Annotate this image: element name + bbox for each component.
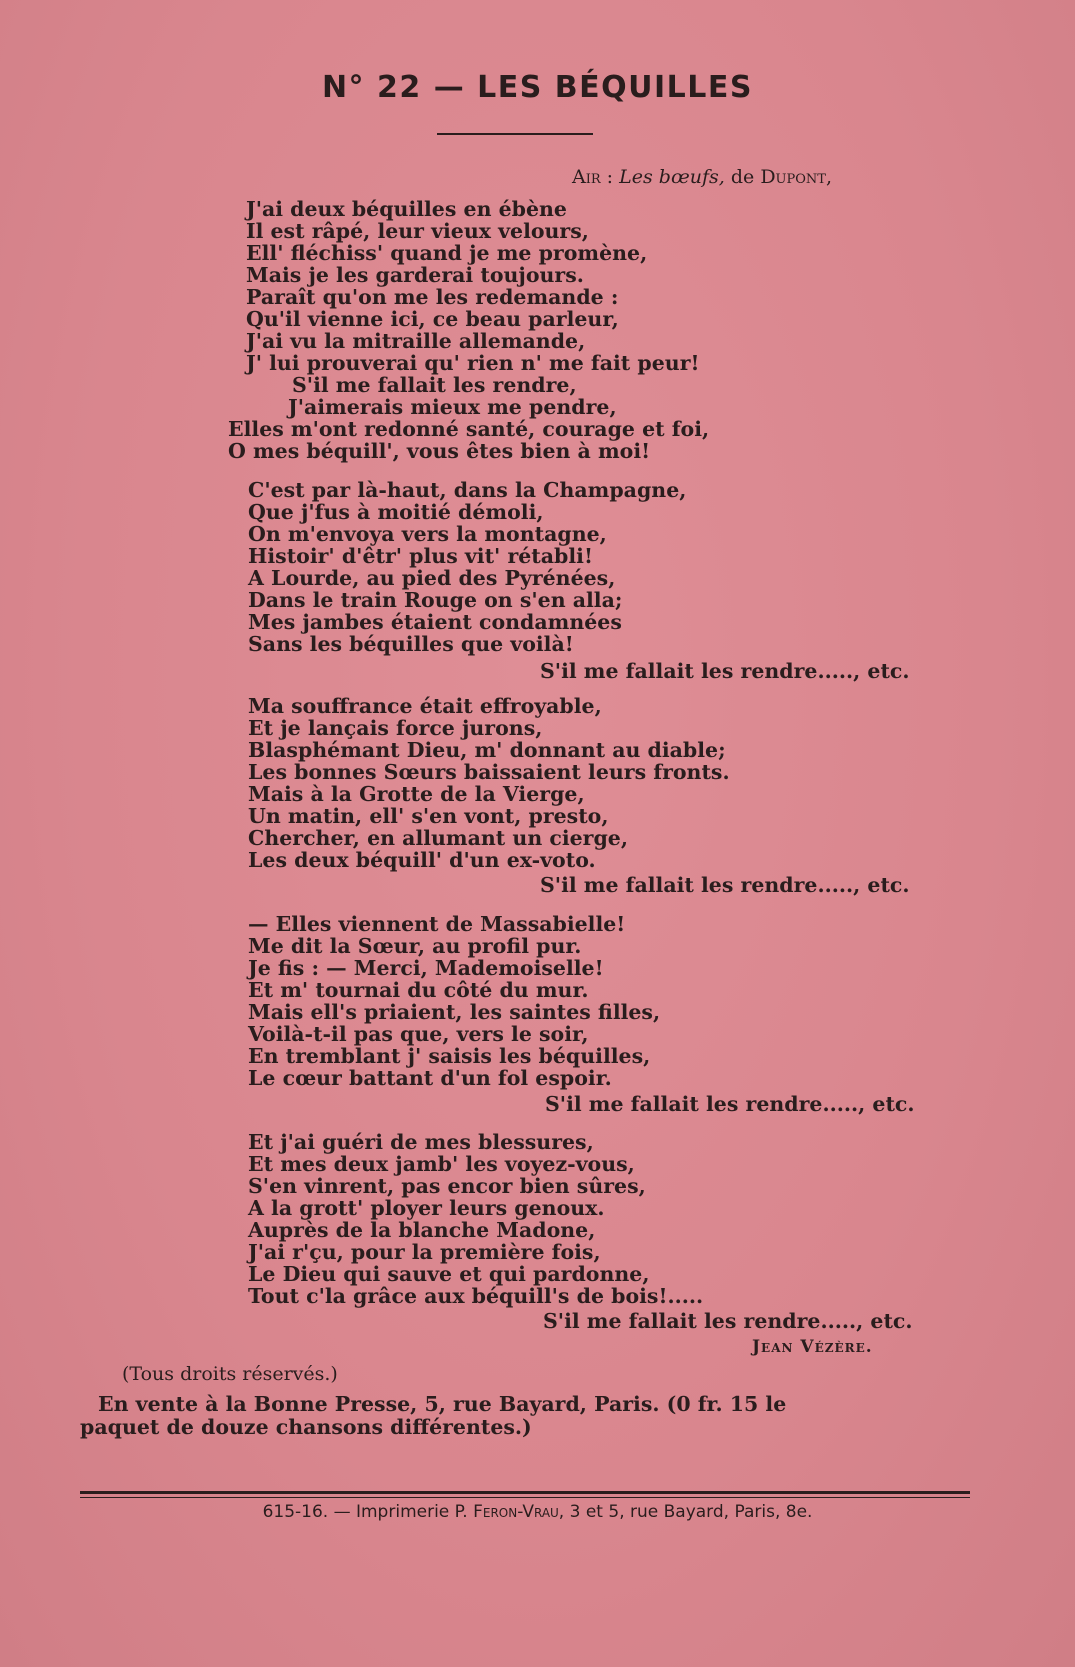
stanza-5 bbox=[248, 1131, 703, 1307]
composer-name: Dupont, bbox=[760, 166, 833, 188]
verse-line: Les deux béquill' d'un ex-voto. bbox=[248, 848, 596, 872]
stanza-4 bbox=[248, 913, 660, 1089]
verse-line: Me dit la Sœur, au profil pur. bbox=[248, 934, 582, 958]
verse-line: Le Dieu qui sauve et qui pardonne, bbox=[248, 1262, 650, 1286]
verse-line: Que j'fus à moitié démoli, bbox=[248, 500, 544, 524]
verse-line: S'en vinrent, pas encor bien sûres, bbox=[248, 1174, 646, 1198]
refrain-reference-1: S'il me fallait les rendre....., etc. bbox=[540, 659, 910, 683]
verse-line: Ell' fléchiss' quand je me promène, bbox=[246, 241, 648, 265]
verse-line: Ma souffrance était effroyable, bbox=[248, 694, 602, 718]
printer-name: Feron-Vrau, bbox=[473, 1502, 565, 1522]
verse-line: Et mes deux jamb' les voyez-vous, bbox=[248, 1152, 635, 1176]
stanza-1 bbox=[246, 198, 700, 374]
verse-line: Un matin, ell' s'en vont, presto, bbox=[248, 804, 609, 828]
refrain-reference-2: S'il me fallait les rendre....., etc. bbox=[540, 873, 910, 897]
verse-line: Le cœur battant d'un fol espoir. bbox=[248, 1066, 612, 1090]
verse-line: A la grott' ployer leurs genoux. bbox=[248, 1196, 605, 1220]
footer-divider-thin bbox=[80, 1497, 970, 1498]
tune-name: Les bœufs, bbox=[619, 166, 725, 188]
verse-line: Voilà-t-il pas que, vers le soir, bbox=[248, 1022, 589, 1046]
verse-line: En tremblant j' saisis les béquilles, bbox=[248, 1044, 651, 1068]
verse-line: Blasphémant Dieu, m' donnant au diable; bbox=[248, 738, 726, 762]
refrain bbox=[228, 374, 709, 462]
verse-line: Mais ell's priaient, les saintes filles, bbox=[248, 1000, 661, 1024]
verse-line: Les bonnes Sœurs baissaient leurs fronts. bbox=[248, 760, 730, 784]
refrain-reference-4: S'il me fallait les rendre....., etc. bbox=[543, 1309, 913, 1333]
imprint-prefix: 615-16. — Imprimerie P. bbox=[262, 1502, 468, 1522]
sale-line: En vente à la Bonne Presse, 5, rue Bayard, Paris. (0 fr. 15 le bbox=[98, 1392, 787, 1416]
verse-line: Et j'ai guéri de mes blessures, bbox=[248, 1130, 594, 1154]
air-label: Air : bbox=[572, 166, 614, 188]
verse-line: Sans les béquilles que voilà! bbox=[248, 632, 574, 656]
verse-line: Il est râpé, leur vieux velours, bbox=[246, 219, 589, 243]
refrain-line: O mes béquill', vous êtes bien à moi! bbox=[228, 439, 651, 463]
verse-line: J'ai r'çu, pour la première fois, bbox=[248, 1240, 601, 1264]
verse-line: J'ai vu la mitraille allemande, bbox=[246, 329, 586, 353]
verse-line: C'est par là-haut, dans la Champagne, bbox=[248, 478, 687, 502]
sale-line: paquet de douze chansons différentes.) bbox=[80, 1415, 532, 1439]
refrain-line: J'aimerais mieux me pendre, bbox=[288, 395, 617, 419]
verse-line: Qu'il vienne ici, ce beau parleur, bbox=[246, 307, 619, 331]
author-signature: Jean Vézère. bbox=[752, 1337, 873, 1357]
sale-notice bbox=[80, 1392, 968, 1439]
verse-line: J'ai deux béquilles en ébène bbox=[246, 197, 567, 221]
air-of: de bbox=[730, 166, 755, 188]
verse-line: Paraît qu'on me les redemande : bbox=[246, 285, 619, 309]
printer-imprint bbox=[0, 1502, 1075, 1522]
rights-notice: (Tous droits réservés.) bbox=[122, 1363, 338, 1385]
refrain-line: Elles m'ont redonné santé, courage et foi, bbox=[228, 417, 710, 441]
verse-line: Mais à la Grotte de la Vierge, bbox=[248, 782, 585, 806]
verse-line: Tout c'la grâce aux béquill's de bois!..... bbox=[248, 1284, 704, 1308]
tune-indication bbox=[572, 166, 832, 188]
verse-line: Dans le train Rouge on s'en alla; bbox=[248, 588, 623, 612]
verse-line: Et je lançais force jurons, bbox=[248, 716, 543, 740]
stanza-3 bbox=[248, 695, 730, 871]
verse-line: Histoir' d'êtr' plus vit' rétabli! bbox=[248, 544, 593, 568]
page-title: N° 22 — LES BÉQUILLES bbox=[321, 70, 754, 105]
verse-line: A Lourde, au pied des Pyrénées, bbox=[248, 566, 616, 590]
verse-line: Mes jambes étaient condamnées bbox=[248, 610, 622, 634]
verse-line: Et m' tournai du côté du mur. bbox=[248, 978, 589, 1002]
verse-line: J' lui prouverai qu' rien n' me fait peur! bbox=[246, 351, 700, 375]
verse-line: On m'envoya vers la montagne, bbox=[248, 522, 607, 546]
verse-line: Chercher, en allumant un cierge, bbox=[248, 826, 628, 850]
refrain-reference-3: S'il me fallait les rendre....., etc. bbox=[545, 1092, 915, 1116]
verse-line: Mais je les garderai toujours. bbox=[246, 263, 584, 287]
verse-line: — Elles viennent de Massabielle! bbox=[248, 912, 626, 936]
verse-line: Je fis : — Merci, Mademoiselle! bbox=[248, 956, 604, 980]
printer-address: 3 et 5, rue Bayard, Paris, 8e. bbox=[569, 1502, 813, 1522]
footer-divider bbox=[80, 1491, 970, 1494]
stanza-2 bbox=[248, 479, 686, 655]
verse-line: Auprès de la blanche Madone, bbox=[248, 1218, 596, 1242]
title-divider bbox=[437, 133, 593, 135]
refrain-line: S'il me fallait les rendre, bbox=[292, 373, 577, 397]
